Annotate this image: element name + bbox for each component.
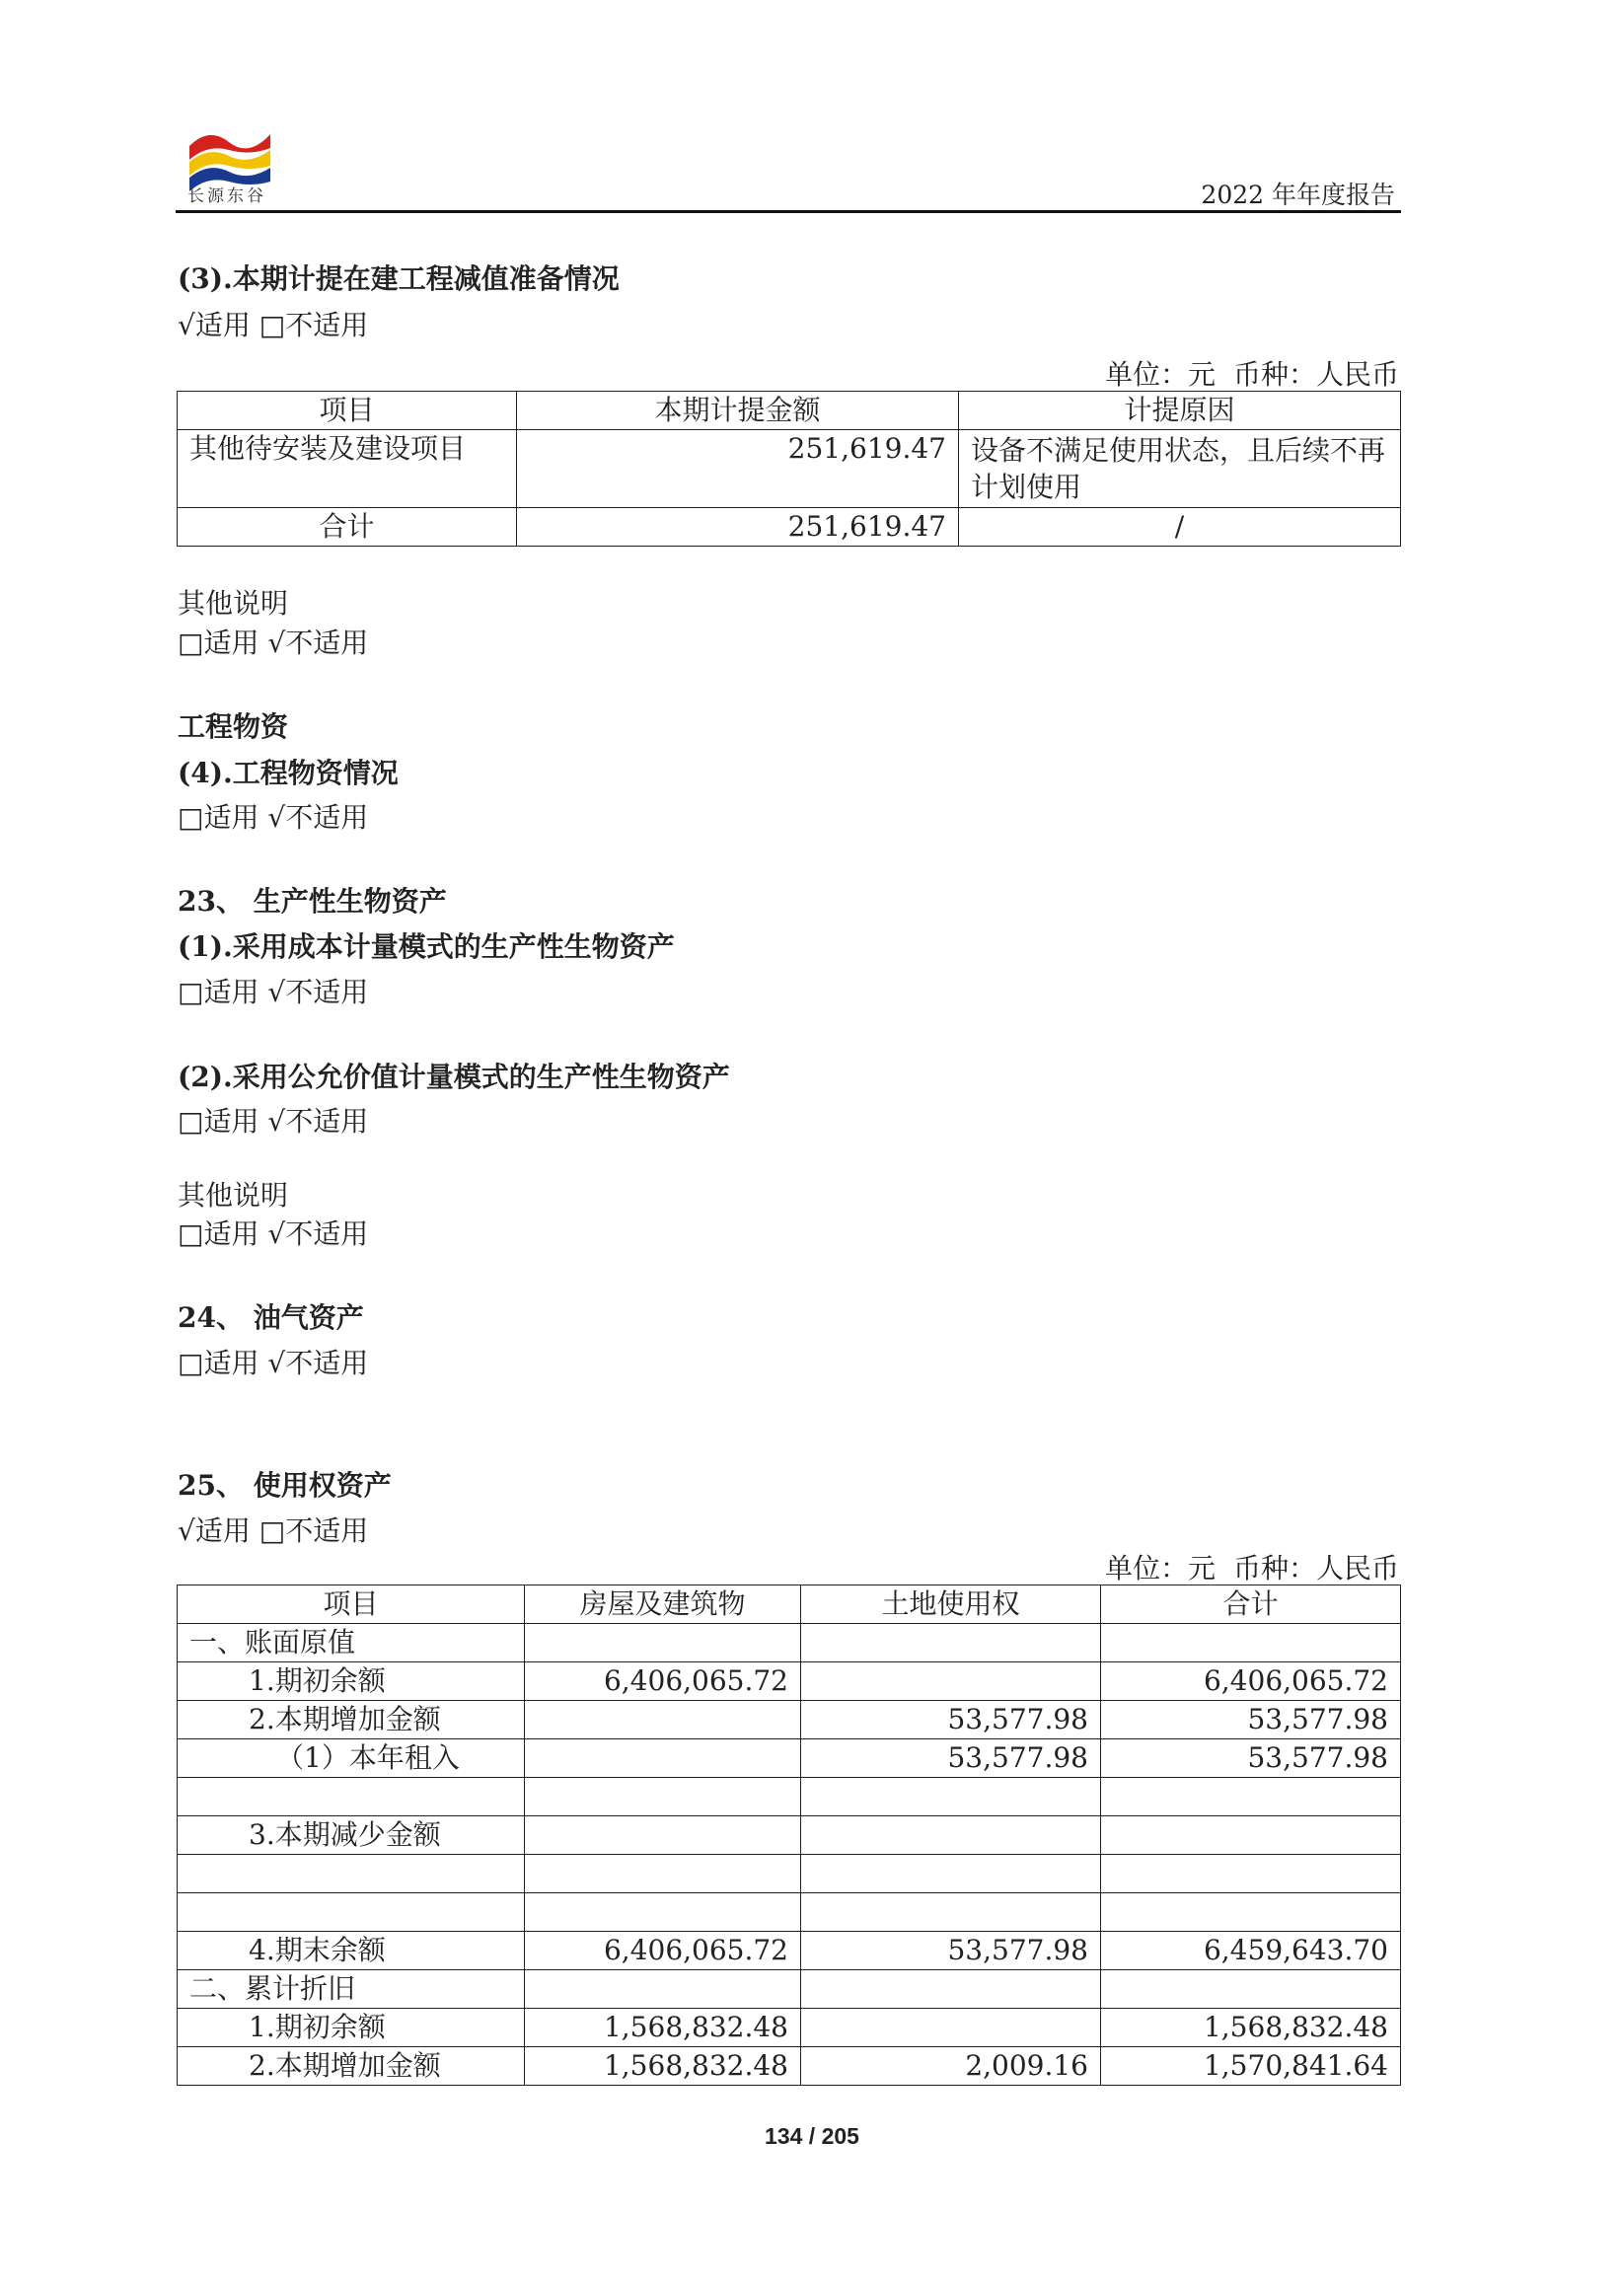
table-cell (801, 1855, 1101, 1893)
row-label: 4.期末余额 (178, 1932, 525, 1970)
section-24-title: 24、 油气资产 (178, 1301, 364, 1334)
impairment-table (177, 391, 1401, 547)
section-3-unit-line (1105, 353, 1399, 393)
row-label: （1）本年租入 (178, 1739, 525, 1778)
column-header: 房屋及建筑物 (525, 1585, 801, 1624)
table-row (178, 1932, 1401, 1970)
table-cell: 1,568,832.48 (1101, 2009, 1401, 2047)
table-cell: 1,568,832.48 (525, 2009, 801, 2047)
table-cell: 53,577.98 (801, 1932, 1101, 1970)
table-cell (525, 1893, 801, 1932)
materials-title: 工程物资 (178, 710, 289, 743)
table-cell: 6,406,065.72 (525, 1932, 801, 1970)
section-3-applicability: √适用 □不适用 (178, 309, 369, 341)
row-label: 1.期初余额 (178, 2009, 525, 2047)
column-header: 项目 (178, 1585, 525, 1624)
row-label: 1.期初余额 (178, 1662, 525, 1701)
currency-label: 币种：人民币 (1232, 358, 1399, 391)
table-cell (801, 1624, 1101, 1662)
table-row (178, 1816, 1401, 1855)
table-cell (525, 1855, 801, 1893)
column-header: 土地使用权 (801, 1585, 1101, 1624)
other-notes-label: 其他说明 (178, 1179, 289, 1212)
table-cell: / (959, 508, 1401, 547)
table-cell: 53,577.98 (801, 1701, 1101, 1739)
table-cell (1101, 1893, 1401, 1932)
other-notes-label: 其他说明 (178, 587, 289, 620)
table-cell: 251,619.47 (517, 508, 959, 547)
table-cell (525, 1778, 801, 1816)
column-header: 本期计提金额 (517, 392, 959, 430)
section-23-2-heading: (2).采用公允价值计量模式的生产性生物资产 (178, 1061, 730, 1093)
table-cell: 53,577.98 (801, 1739, 1101, 1778)
right-of-use-assets-table (177, 1585, 1401, 2086)
table-cell (801, 1662, 1101, 1701)
table-cell: 6,406,065.72 (525, 1662, 801, 1701)
materials-applicability: □适用 √不适用 (178, 801, 369, 834)
table-cell: 6,459,643.70 (1101, 1932, 1401, 1970)
table-cell: 6,406,065.72 (1101, 1662, 1401, 1701)
header-rule (176, 210, 1401, 213)
table-cell: 1,570,841.64 (1101, 2047, 1401, 2086)
row-label (178, 1893, 525, 1932)
table-cell (525, 1739, 801, 1778)
table-row (178, 1701, 1401, 1739)
section-23-title: 23、 生产性生物资产 (178, 885, 447, 918)
currency-label: 币种：人民币 (1232, 1552, 1399, 1585)
section-24-applicability: □适用 √不适用 (178, 1347, 369, 1379)
section-25-title: 25、 使用权资产 (178, 1469, 392, 1502)
table-row (178, 508, 1401, 547)
table-cell: 2,009.16 (801, 2047, 1101, 2086)
table-row (178, 1662, 1401, 1701)
other-notes-applicability: □适用 √不适用 (178, 627, 369, 659)
row-label: 3.本期减少金额 (178, 1816, 525, 1855)
table-cell: 合计 (178, 508, 517, 547)
table-cell (801, 1778, 1101, 1816)
table-header-row (178, 1585, 1401, 1624)
section-23-2-applicability: □适用 √不适用 (178, 1105, 369, 1138)
section-25-unit-line (1105, 1547, 1399, 1586)
table-cell: 53,577.98 (1101, 1701, 1401, 1739)
table-row (178, 1778, 1401, 1816)
row-label: 一、账面原值 (178, 1624, 525, 1662)
section-25-applicability: √适用 □不适用 (178, 1514, 369, 1547)
column-header: 合计 (1101, 1585, 1401, 1624)
table-row (178, 1739, 1401, 1778)
table-cell (801, 1893, 1101, 1932)
table-cell: 设备不满足使用状态，且后续不再计划使用 (959, 430, 1401, 508)
table-row (178, 1855, 1401, 1893)
column-header: 项目 (178, 392, 517, 430)
table-row (178, 430, 1401, 508)
logo-text: 长源东谷 (187, 186, 266, 206)
unit-label: 单位：元 (1104, 1552, 1216, 1585)
table-cell: 53,577.98 (1101, 1739, 1401, 1778)
table-cell (1101, 1970, 1401, 2009)
table-row (178, 2009, 1401, 2047)
table-cell: 251,619.47 (517, 430, 959, 508)
table-cell: 其他待安装及建设项目 (178, 430, 517, 508)
page-number: 134 / 205 (765, 2123, 859, 2149)
section-23-1-applicability: □适用 √不适用 (178, 976, 369, 1008)
row-label: 2.本期增加金额 (178, 2047, 525, 2086)
table-cell (1101, 1816, 1401, 1855)
table-row (178, 2047, 1401, 2086)
table-cell (1101, 1778, 1401, 1816)
unit-label: 单位：元 (1104, 358, 1216, 391)
other-notes-applicability: □适用 √不适用 (178, 1217, 369, 1250)
table-row (178, 1624, 1401, 1662)
column-header: 计提原因 (959, 392, 1401, 430)
table-row (178, 1893, 1401, 1932)
row-label: 2.本期增加金额 (178, 1701, 525, 1739)
table-cell: 1,568,832.48 (525, 2047, 801, 2086)
table-cell (525, 1970, 801, 2009)
table-cell (525, 1624, 801, 1662)
row-label (178, 1855, 525, 1893)
section-23-1-heading: (1).采用成本计量模式的生产性生物资产 (178, 930, 675, 963)
table-cell (525, 1816, 801, 1855)
table-cell (525, 1701, 801, 1739)
report-title: 2022 年年度报告 (1201, 181, 1395, 209)
section-3-heading: (3).本期计提在建工程减值准备情况 (178, 262, 620, 295)
table-cell (1101, 1855, 1401, 1893)
table-cell (801, 2009, 1101, 2047)
table-header-row (178, 392, 1401, 430)
row-label: 二、累计折旧 (178, 1970, 525, 2009)
row-label (178, 1778, 525, 1816)
table-cell (801, 1970, 1101, 2009)
materials-heading: (4).工程物资情况 (178, 757, 399, 789)
table-cell (801, 1816, 1101, 1855)
table-row (178, 1970, 1401, 2009)
table-cell (1101, 1624, 1401, 1662)
